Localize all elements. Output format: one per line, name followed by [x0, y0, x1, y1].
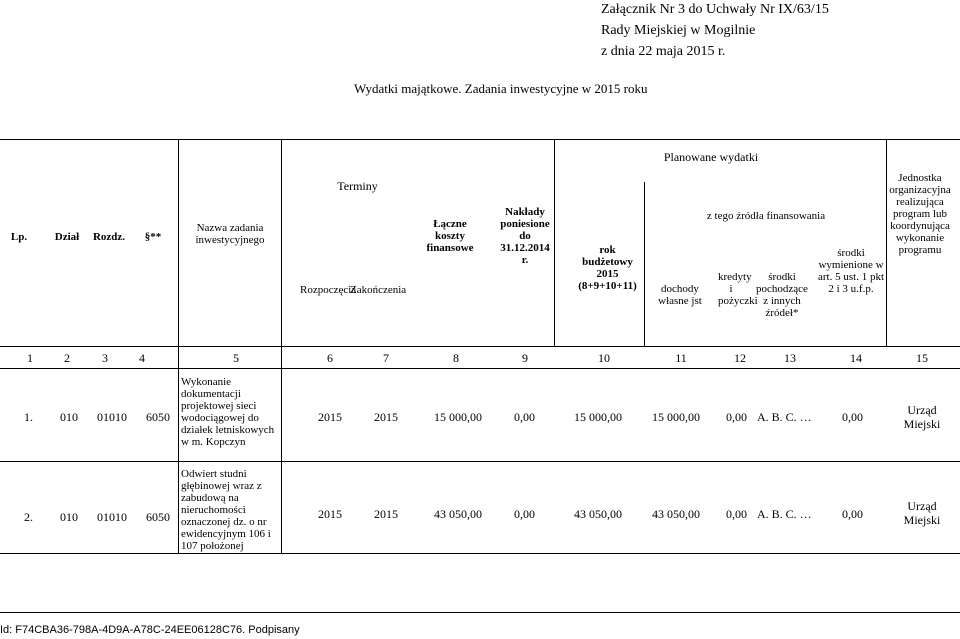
row-srodki: A. B. C. … [757, 410, 812, 424]
attachment-header [601, 0, 829, 63]
column-number: 1 [27, 351, 33, 365]
column-number: 3 [102, 351, 108, 365]
column-divider [178, 139, 179, 553]
row-dochody: 15 000,00 [652, 410, 700, 424]
row-paragraf: 6050 [146, 510, 170, 524]
row-lp: 1. [24, 410, 33, 424]
table-numbers-border [0, 368, 960, 369]
row-laczne: 43 050,00 [434, 507, 482, 521]
row-paragraf: 6050 [146, 410, 170, 424]
column-number: 2 [64, 351, 70, 365]
column-divider [281, 139, 282, 553]
row-lp: 2. [24, 510, 33, 524]
header-nazwa: Nazwa zadania inwestycyjnego [195, 222, 265, 246]
column-number: 9 [522, 351, 528, 365]
header-naklady: Nakłady poniesione do 31.12.2014 r. [500, 206, 550, 266]
row-naklady: 0,00 [514, 507, 535, 521]
row-srodki: A. B. C. … [757, 507, 812, 521]
header-laczne: Łączne koszty finansowe [426, 218, 474, 254]
row-nazwa: Odwiert studni głębinowej wraz z zabudową na nieruchomości oznaczonej dz. o nr ewidencyjnym 106 i 107 położonej [181, 468, 271, 552]
column-number: 12 [734, 351, 746, 365]
table-bottom-border [0, 612, 960, 613]
header-dzial: Dział [54, 231, 80, 243]
row-zakonczenie: 2015 [374, 410, 398, 424]
row-naklady: 0,00 [514, 410, 535, 424]
row-kredyty: 0,00 [726, 507, 747, 521]
row-rok: 43 050,00 [574, 507, 622, 521]
header-paragraf: §** [144, 231, 162, 243]
row-jednostka: Urząd Miejski [903, 403, 941, 431]
column-number: 14 [850, 351, 862, 365]
header-srodki-inne: środki pochodzące z innych źródeł* [756, 271, 808, 319]
row-jednostka: Urząd Miejski [903, 499, 941, 527]
row-dzial: 010 [60, 410, 78, 424]
header-line-3: z dnia 22 maja 2015 r. [601, 44, 726, 59]
column-divider [554, 139, 555, 346]
header-lp: Lp. [10, 231, 28, 243]
row-rok: 15 000,00 [574, 410, 622, 424]
header-terminy: Terminy [337, 179, 378, 193]
row-rozdz: 01010 [97, 510, 127, 524]
column-number: 13 [784, 351, 796, 365]
row-nazwa: Wykonanie dokumentacji projektowej sieci wodociągowej do działek letniskowych w m. Kopczyn [181, 376, 275, 448]
column-number: 15 [916, 351, 928, 365]
column-number: 11 [675, 351, 687, 365]
column-number: 10 [598, 351, 610, 365]
header-line-2: Rady Miejskiej w Mogilnie [601, 23, 756, 38]
row-2-border [0, 553, 960, 554]
row-srodki-art: 0,00 [842, 507, 863, 521]
row-rozdz: 01010 [97, 410, 127, 424]
row-kredyty: 0,00 [726, 410, 747, 424]
column-number: 6 [327, 351, 333, 365]
header-line-1: Załącznik Nr 3 do Uchwały Nr IX/63/15 [601, 2, 829, 17]
document-id-footer: Id: F74CBA36-798A-4D9A-A78C-24EE06128C76. Podpisany [0, 624, 300, 636]
row-1-border [0, 461, 960, 462]
row-rozpoczecie: 2015 [318, 507, 342, 521]
header-srodki-art: środki wymienione w art. 5 ust. 1 pkt 2 i 3 u.f.p. [818, 247, 884, 295]
row-dochody: 43 050,00 [652, 507, 700, 521]
column-number: 7 [383, 351, 389, 365]
column-number: 4 [139, 351, 145, 365]
header-z-tego: z tego źródła finansowania [706, 210, 826, 222]
row-srodki-art: 0,00 [842, 410, 863, 424]
column-divider [644, 182, 645, 346]
header-jednostka: Jednostka organizacyjna realizująca program lub koordynująca wykonanie programu [889, 172, 951, 256]
document-title: Wydatki majątkowe. Zadania inwestycyjne w 2015 roku [354, 81, 648, 96]
column-number: 8 [453, 351, 459, 365]
row-rozpoczecie: 2015 [318, 410, 342, 424]
header-dochody: dochody własne jst [658, 283, 702, 307]
row-dzial: 010 [60, 510, 78, 524]
row-zakonczenie: 2015 [374, 507, 398, 521]
table-top-border [0, 139, 960, 140]
row-laczne: 15 000,00 [434, 410, 482, 424]
header-rok: rok budżetowy 2015 (8+9+10+11) [578, 244, 637, 292]
table-header-border [0, 346, 960, 347]
header-planowane: Planowane wydatki [663, 150, 759, 164]
header-kredyty: kredyty i pożyczki [718, 271, 758, 307]
header-zakonczenie: Zakończenia [350, 284, 407, 296]
column-number: 5 [233, 351, 239, 365]
header-rozdz: Rozdz. [92, 231, 126, 243]
header-rozpoczecie: Rozpoczęcia [300, 284, 357, 296]
